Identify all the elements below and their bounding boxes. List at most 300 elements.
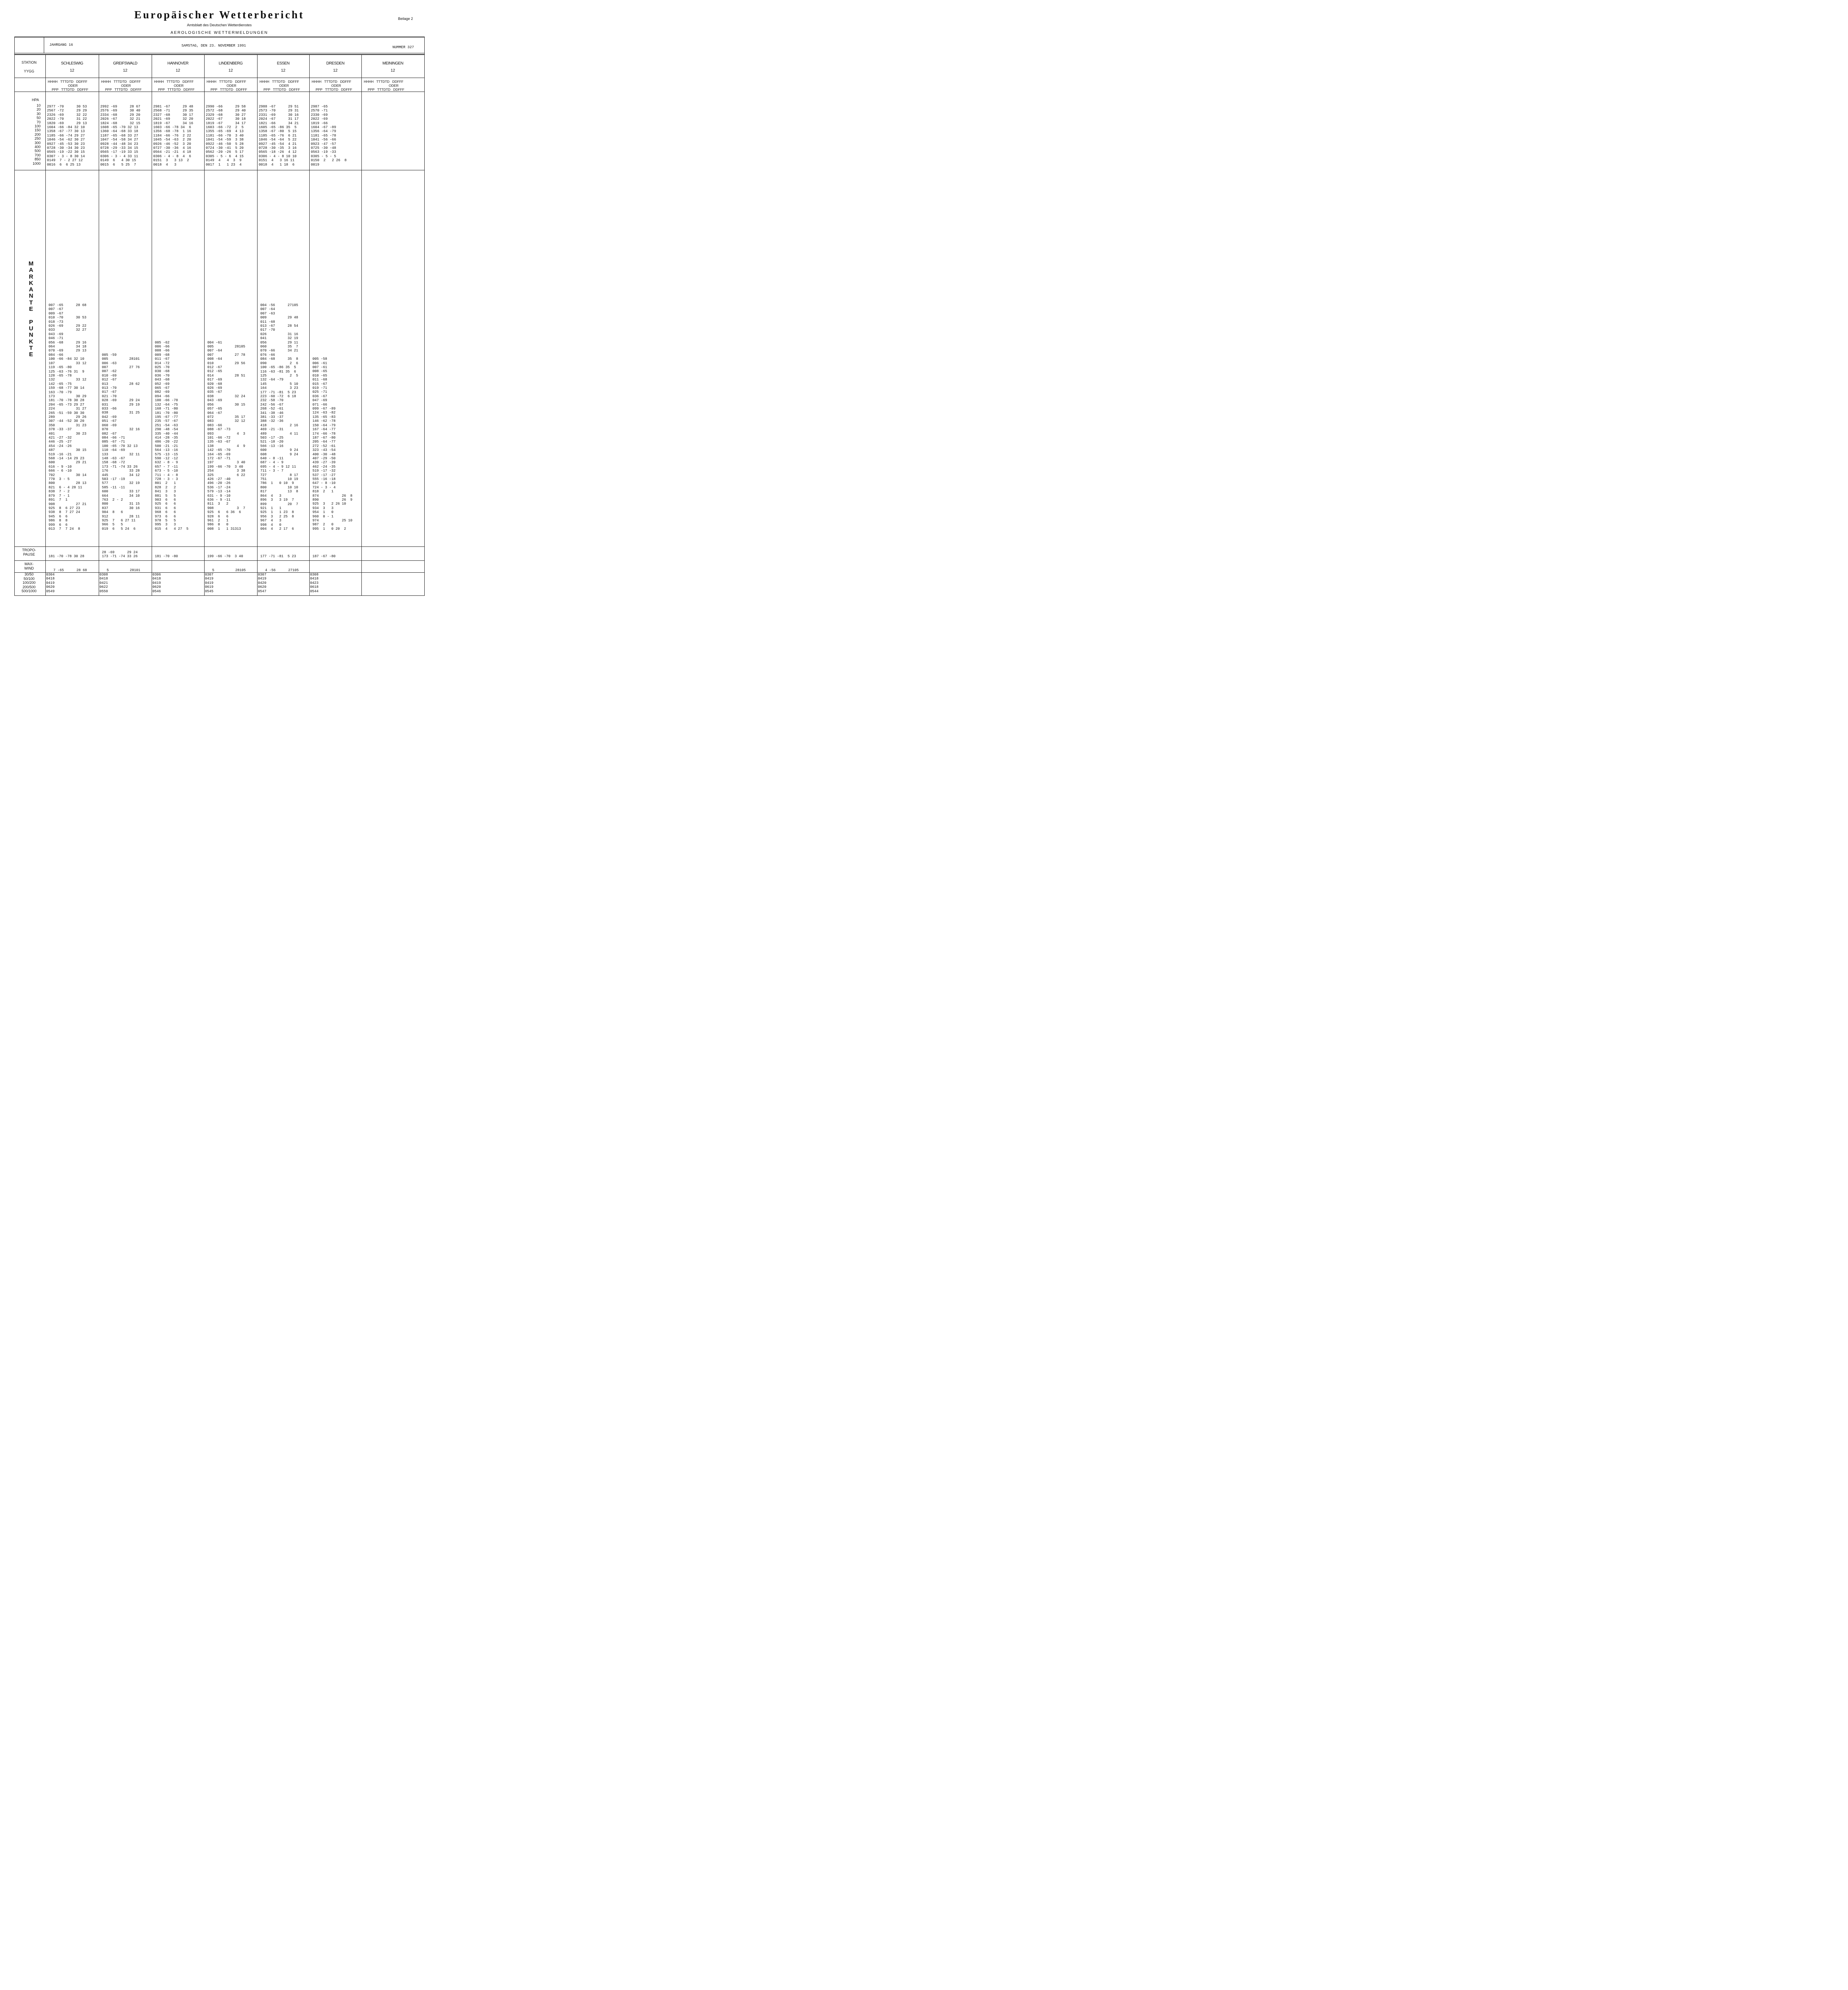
list-item: 579 -13 -14 (207, 490, 231, 494)
table-row: 0927 -45 -53 30 23 (47, 142, 85, 146)
list-item: 197 3 40 (207, 460, 246, 465)
standard-levels (100, 105, 140, 167)
significant-points (312, 357, 352, 531)
tropopause-line: 199 -66 -70 3 40 (207, 554, 243, 559)
list-item: 014 28 51 (207, 373, 246, 378)
station-name: SCHLESWIG (61, 61, 83, 66)
list-item: 128 -65 -78 (49, 373, 72, 378)
list-item: 566 -13 -16 (260, 444, 284, 448)
table-row: 2329 -68 30 27 (206, 113, 246, 117)
list-item: 010 -69 (102, 373, 117, 378)
list-item: 083 -66 (207, 423, 222, 427)
list-item: 019 -71 (312, 386, 327, 390)
maxwind-value: 5 28101 (107, 568, 141, 572)
list-item: 195 -67 -77 (155, 415, 178, 419)
list-item: 070 32 16 (102, 427, 140, 432)
standard-levels (206, 105, 246, 167)
list-item: 414 -28 -35 (155, 435, 178, 440)
table-row: 0724 -30 -41 5 20 (206, 146, 244, 150)
column-header-line1: HHHH TTTDTD DDFFF (48, 80, 88, 84)
list-item: 030 -68 (155, 369, 170, 374)
list-item: 072 35 17 (207, 415, 246, 419)
list-item: 051 -67 (102, 419, 117, 423)
table-row: 2568 -71 29 35 (153, 109, 193, 113)
list-item: 968 6 6 (155, 510, 176, 515)
list-item: 307 -44 -52 30 20 (49, 419, 84, 423)
list-item: 124 -63 -82 (312, 411, 336, 415)
list-item: 013 7 7 24 8 (49, 527, 80, 531)
list-item: 026 -69 (207, 386, 222, 390)
table-row: 1819 -67 34 17 (206, 121, 246, 125)
table-row: 1355 -65 -69 4 13 (206, 129, 244, 134)
list-item: 006 -61 (312, 361, 327, 365)
column-header-line3: PPP TTTDTD DDFFF (158, 88, 195, 92)
table-row: 2987 -65 (311, 105, 328, 109)
layer-thickness (362, 573, 364, 593)
column-header-line1: HHHH TTTDTD DDFFF (101, 80, 141, 84)
list-item: 007 -63 (260, 311, 275, 316)
maxwind-label: MAX- WIND (24, 562, 34, 570)
list-item: 925 6 6 36 6 (207, 510, 241, 515)
list-item: 537 -17 -27 (312, 473, 336, 477)
significant-points (49, 303, 86, 531)
list-item: 600 29 21 (49, 460, 87, 465)
station-column-schleswig (45, 0, 99, 624)
list-item: 446 -25 -27 (49, 440, 72, 444)
list-item: 033 -66 (102, 407, 117, 411)
table-row: 0563 -19 -33 (311, 150, 336, 154)
table-row: 0307 - 3 - 8 30 14 (47, 154, 85, 158)
list-item: 187 -67 -80 (312, 435, 336, 440)
layer-value: 0423 (310, 581, 319, 585)
table-row: 0562 -20 -26 5 17 (206, 150, 244, 154)
column-header (48, 80, 98, 92)
list-item: 763 2 - 2 (102, 498, 123, 502)
tropopause-values (102, 550, 138, 559)
list-item: 585 -11 -11 (102, 485, 125, 490)
hpa-level: 250 (34, 137, 41, 141)
layer-value: 0419 (258, 577, 267, 581)
list-item: 555 -16 -18 (312, 477, 336, 481)
list-item: 017 -70 (260, 328, 275, 332)
list-item: 142 -65 -75 (49, 382, 72, 386)
layer-value (362, 573, 364, 577)
list-item: 064 34 18 (49, 345, 87, 349)
list-item: 043 -69 (207, 398, 222, 403)
markante-letter: N (29, 293, 33, 300)
hpa-label: HPA (32, 98, 39, 102)
list-item: 159 -68 -77 30 14 (49, 386, 84, 390)
list-item: 010 -65 (312, 373, 327, 378)
markante-letter: T (29, 344, 33, 351)
station-name: GREIFSWALD (113, 61, 137, 66)
table-row: 1046 -54 -62 30 27 (47, 138, 85, 142)
list-item: 925 8 6 27 23 (49, 506, 80, 510)
tropopause-line: 181 -70 -78 30 28 (49, 554, 84, 559)
layer-value: 0308 (100, 573, 108, 577)
list-item: 012 -65 (207, 369, 222, 374)
list-item: 020 -68 (207, 382, 222, 386)
tropopause-values (260, 550, 296, 559)
list-item: 695 - 4 - 9 12 11 (260, 464, 296, 469)
table-row: 0018 4 3 (153, 162, 177, 167)
table-row: 0151 4 3 16 11 (259, 158, 295, 163)
table-row: 0018 4 1 18 6 (259, 162, 295, 167)
list-item: 158 -68 -72 (102, 460, 125, 465)
list-item: 007 -61 (312, 365, 327, 369)
list-item: 268 -52 -61 (260, 407, 284, 411)
hpa-level: 10 (36, 103, 41, 107)
list-item: 838 7 - 2 (49, 490, 70, 494)
hpa-level: 400 (34, 145, 41, 149)
list-item: 519 -17 -32 (312, 469, 336, 473)
standard-levels (259, 105, 299, 167)
layer-label: 100/200 (22, 581, 36, 585)
table-row: 1358 -67 -77 30 13 (47, 129, 85, 134)
list-item: 056 30 15 (207, 402, 246, 407)
column-header-line3: PPP TTTDTD DDFFF (316, 88, 352, 92)
table-row: 1819 -67 34 16 (153, 121, 193, 125)
list-item: 265 -51 -59 30 30 (49, 411, 84, 415)
table-row: 2026 -67 32 21 (100, 117, 141, 121)
list-item: 223 -60 -72 6 18 (260, 394, 296, 398)
list-item: 172 -67 -71 (207, 456, 231, 460)
list-item: 046 -71 (49, 336, 63, 341)
table-row: 1185 -65 -76 6 21 (259, 133, 297, 138)
tropopause-line: 173 -71 -74 33 26 (102, 554, 138, 559)
list-item: 934 3 3 (312, 506, 334, 510)
tropopause-line (365, 554, 367, 558)
significant-points (155, 341, 188, 531)
tropopause-line: 181 -70 -80 (155, 554, 178, 559)
list-item: 325 6 22 (207, 473, 246, 477)
station-time: 12 (390, 68, 395, 73)
table-row: 0150 2 2 26 8 (311, 158, 347, 163)
list-item: 011 -67 (155, 357, 170, 361)
list-item: 925 7 6 27 11 (102, 519, 136, 523)
list-item: 925 3 2 26 10 (312, 502, 346, 506)
list-item: 290 -48 -54 (155, 427, 178, 432)
table-row: 0306 - 4 - 8 10 10 (259, 154, 297, 158)
list-item: 890 26 9 (312, 498, 353, 502)
yygg-label: YYGG (23, 69, 34, 73)
list-item: 006 -63 (102, 361, 117, 365)
layer-value: 0418 (152, 577, 161, 581)
layer-value: 0421 (100, 581, 108, 585)
table-row: 1608 -65 -70 32 13 (100, 125, 139, 130)
list-item: 070 -66 34 21 (260, 349, 299, 353)
hpa-level: 1000 (32, 161, 41, 166)
markante-letter: P (29, 318, 33, 326)
list-item: 350 31 23 (49, 423, 87, 427)
list-item: 896 3 3 19 7 (260, 498, 294, 502)
list-item: 956 3 2 25 8 (260, 514, 294, 519)
section-title: AEROLOGISCHE WETTERMELDUNGEN (170, 31, 268, 35)
table-row: 2326 -69 32 22 (47, 113, 87, 117)
table-row: 1605 -65 -86 35 5 (259, 125, 297, 130)
list-item: 084 -66 -71 (102, 435, 125, 440)
page-subtitle: Amtsblatt des Deutschen Wetterdienstes (187, 23, 252, 27)
list-item: 486 -20 -22 (155, 440, 178, 444)
table-row: 2573 -70 29 31 (259, 109, 299, 113)
hpa-level: 850 (34, 157, 41, 162)
list-item: 181 -70 -78 30 28 (49, 398, 84, 403)
layer-value: 0418 (310, 577, 319, 581)
layer-value: 0420 (258, 581, 267, 585)
column-header (312, 80, 361, 92)
list-item: 800 10 10 (260, 485, 299, 490)
list-item: 125 2 5 (260, 373, 299, 378)
list-item: 060 -69 (102, 423, 117, 427)
table-row: 0306 - 3 - 4 33 11 (100, 154, 139, 158)
layer-value: 0307 (258, 573, 267, 577)
hpa-level: 100 (34, 124, 41, 129)
list-item: 177 -71 -81 5 23 (260, 390, 296, 394)
table-row: 1356 -64 -79 (311, 129, 336, 134)
column-header-line3: PPP TTTDTD DDFFF (368, 88, 404, 92)
list-item: 600 9 24 (260, 448, 299, 453)
list-item: 938 8 7 27 24 (49, 510, 80, 515)
list-item: 631 - 9 -10 (207, 494, 231, 498)
list-item: 874 26 8 (312, 494, 353, 498)
table-row: 1187 -65 -68 33 27 (100, 133, 139, 138)
list-item: 928 6 6 (207, 514, 228, 519)
layer-label: 500/1000 (21, 589, 37, 593)
list-item: 205 -64 -77 (312, 440, 336, 444)
list-item: 082 -67 (102, 431, 117, 436)
list-item: 254 3 38 (207, 469, 246, 473)
list-item: 005 28101 (102, 357, 140, 361)
table-row: 0725 -30 -48 (311, 146, 336, 150)
station-time: 12 (123, 68, 128, 73)
table-row: 2327 -68 30 17 (153, 113, 193, 117)
list-item: 879 7 - 1 (49, 494, 70, 498)
list-item: 199 -66 -70 3 40 (207, 464, 243, 469)
tropopause-line: 177 -71 -81 5 23 (260, 554, 296, 559)
table-row: 0923 -47 -57 (311, 142, 336, 146)
significant-points (102, 353, 140, 531)
table-row: 0727 -30 -36 4 16 (153, 146, 191, 150)
table-row: 1603 -66 -78 34 6 (153, 125, 191, 130)
list-item: 082 -69 (155, 390, 170, 394)
list-item: 931 6 6 (155, 506, 176, 510)
hpa-level: 500 (34, 149, 41, 153)
list-item: 575 -13 -15 (155, 452, 178, 457)
list-item: 031 29 19 (102, 402, 140, 407)
list-item: 487 30 15 (49, 448, 87, 453)
table-row: 0565 -17 -19 33 15 (100, 150, 139, 154)
table-row: 0728 -29 -33 34 15 (100, 146, 139, 150)
list-item: 702 30 14 (49, 473, 87, 477)
list-item: 341 -38 -46 (260, 411, 284, 415)
tropopause-values (207, 550, 243, 559)
list-item: 891 7 1 (49, 498, 68, 502)
column-header-line1: HHHH TTTDTD DDFFF (260, 80, 299, 84)
list-item: 388 -32 -36 (260, 419, 284, 423)
layer-label: 200/500 (22, 585, 36, 589)
list-item: 564 -13 -16 (155, 448, 178, 453)
layer-value: 0419 (46, 581, 55, 585)
column-header-line3: PPP TTTDTD DDFFF (263, 88, 300, 92)
layer-value: 0544 (310, 589, 319, 593)
list-item: 026 31 16 (260, 332, 299, 336)
tropopause-line (260, 550, 296, 554)
list-item: 995 3 3 (155, 523, 176, 527)
list-item: 056 -68 29 16 (49, 340, 87, 345)
layer-value: 0549 (46, 589, 55, 593)
tropopause-values (49, 550, 84, 559)
list-item: 005 -62 (155, 340, 170, 345)
list-item: 881 5 5 (155, 494, 176, 498)
markante-letter (23, 312, 39, 319)
station-column-hannover (152, 0, 204, 624)
markante-letter: A (29, 267, 33, 274)
table-row: 1045 -54 -63 2 20 (153, 138, 191, 142)
table-row: 2330 -69 (311, 113, 328, 117)
table-row: 0927 -45 -54 4 21 (259, 142, 297, 146)
column-header-line2: ODER (279, 84, 289, 88)
table-row: 0305 - 5 - 5 (311, 154, 336, 158)
maxwind-value: 5 28105 (212, 568, 246, 572)
list-item: 004 4 2 17 6 (260, 527, 294, 531)
list-item: 013 -67 28 54 (260, 324, 299, 328)
list-item: 908 3 7 (207, 506, 246, 510)
tropopause-line (207, 550, 243, 554)
list-item: 421 -27 -32 (49, 436, 72, 440)
table-row: 1824 -68 32 15 (100, 121, 141, 125)
list-item: 912 28 11 (102, 514, 140, 519)
list-item: 146 -62 -78 (312, 419, 336, 423)
list-item: 007 -65 28 68 (49, 303, 87, 307)
list-item: 004 -61 (207, 340, 222, 345)
table-row: 2981 -67 29 48 (153, 105, 193, 109)
layer-value: 0306 (152, 573, 161, 577)
list-item: 125 -63 -76 31 9 (49, 369, 84, 374)
list-item: 727 8 17 (260, 473, 299, 477)
list-item: 439 -27 -39 (312, 460, 336, 465)
layer-thickness (310, 573, 318, 593)
list-item: 503 -17 -25 (260, 436, 284, 440)
list-item: 018 -73 (49, 320, 63, 324)
table-row: 2567 -72 29 29 (47, 109, 87, 113)
list-item: 272 -52 -61 (312, 444, 336, 448)
station-name: HANNOVER (167, 61, 189, 66)
column-header-line2: ODER (226, 84, 236, 88)
table-row: 2572 -68 29 40 (206, 109, 246, 113)
table-row: 2990 -66 29 58 (206, 105, 246, 109)
list-item: 065 -67 (155, 386, 170, 390)
maxwind-value: 7 -65 28 68 (53, 568, 87, 572)
station-column-dresden (309, 0, 361, 624)
list-item: 008 1 1 31313 (207, 527, 241, 531)
list-item: 961 2 1 (207, 519, 228, 523)
list-item: 084 -68 35 8 (260, 357, 299, 361)
list-item: 110 -64 -69 (102, 448, 125, 453)
list-item: 800 28 13 (49, 481, 87, 486)
list-item: 011 -68 (260, 320, 275, 324)
list-item: 038 32 24 (207, 394, 246, 398)
table-row: 2024 -67 31 17 (259, 117, 299, 121)
list-item: 445 34 12 (102, 473, 140, 477)
layer-value: 0418 (100, 577, 108, 581)
tropopause-line (49, 550, 84, 554)
layer-value: 0620 (152, 585, 161, 589)
table-row: 0565 -18 -26 4 12 (259, 150, 297, 154)
list-item: 235 -57 -67 (155, 419, 178, 423)
station-column-greifswald (99, 0, 152, 624)
station-column-lindenberg (204, 0, 257, 624)
list-item: 974 25 10 (312, 519, 353, 523)
hpa-level: 30 (36, 111, 41, 116)
list-item: 426 -27 -40 (207, 477, 231, 481)
list-item: 232 -58 -70 (260, 398, 284, 403)
column-header (207, 80, 256, 92)
list-item: 724 - 3 - 4 (312, 485, 336, 490)
list-item: 967 4 3 (260, 519, 281, 523)
list-item: 132 33 12 (49, 378, 87, 382)
column-header-line1: HHHH TTTDTD DDFFF (312, 80, 351, 84)
list-item: 009 -68 (155, 353, 170, 357)
station-label: STATION (21, 60, 37, 64)
list-item: 036 -70 (155, 373, 170, 378)
list-item: 640 - 8 -11 (260, 457, 284, 461)
list-item: 616 - 9 -10 (49, 464, 72, 469)
list-item: 135 -63 -67 (207, 440, 231, 444)
table-row: 0151 3 3 13 2 (153, 158, 189, 163)
column-header (260, 80, 308, 92)
table-row: 1184 -66 -76 2 22 (153, 133, 191, 138)
station-time: 12 (70, 68, 74, 73)
list-item: 462 -24 -35 (312, 464, 336, 469)
list-item: 925 6 6 (155, 502, 176, 506)
table-row: 0149 7 - 2 27 12 (47, 158, 83, 163)
hpa-levels (14, 103, 41, 166)
list-item: 945 6 6 (49, 514, 68, 519)
column-header-line1: HHHH TTTDTD DDFFF (207, 80, 246, 84)
station-name: LINDENBERG (219, 61, 243, 66)
list-item: 145 5 10 (260, 382, 299, 386)
list-item: 083 32 12 (207, 419, 246, 423)
list-item: 011 -68 (312, 378, 327, 382)
list-item: 636 - 9 -11 (207, 498, 231, 502)
list-item: 521 -18 -20 (260, 440, 284, 444)
page-title: Europäischer Wetterbericht (134, 9, 304, 21)
list-item: 407 -29 -50 (312, 456, 336, 460)
issue-number: NUMMER 327 (392, 45, 414, 49)
station-name: ESSEN (277, 61, 290, 66)
hpa-level: 20 (36, 107, 41, 112)
tropopause-line: 187 -67 -80 (312, 554, 336, 559)
list-item: 088 -67 -73 (207, 427, 231, 432)
list-item: 568 -14 -14 29 23 (49, 457, 84, 461)
table-row: 2021 -69 32 20 (153, 117, 193, 121)
layer-value: 0546 (152, 589, 161, 593)
standard-levels (47, 105, 87, 167)
hpa-level: 150 (34, 128, 41, 133)
hpa-level: 300 (34, 140, 41, 145)
tropopause-values (312, 550, 336, 559)
station-time: 12 (281, 68, 286, 73)
table-row: 0565 -19 -22 30 15 (47, 150, 85, 154)
list-item: 503 -17 -19 (102, 477, 125, 481)
list-item: 133 32 11 (102, 452, 140, 457)
table-row: 1356 -68 -78 1 16 (153, 129, 191, 134)
list-item: 164 -65 -69 (207, 452, 231, 457)
list-item: 801 2 1 (155, 481, 176, 486)
table-row: 0017 1 1 23 4 (206, 162, 242, 167)
table-row: 0305 - 5 - 6 4 15 (206, 154, 244, 158)
table-row: 2570 -71 (311, 109, 328, 113)
